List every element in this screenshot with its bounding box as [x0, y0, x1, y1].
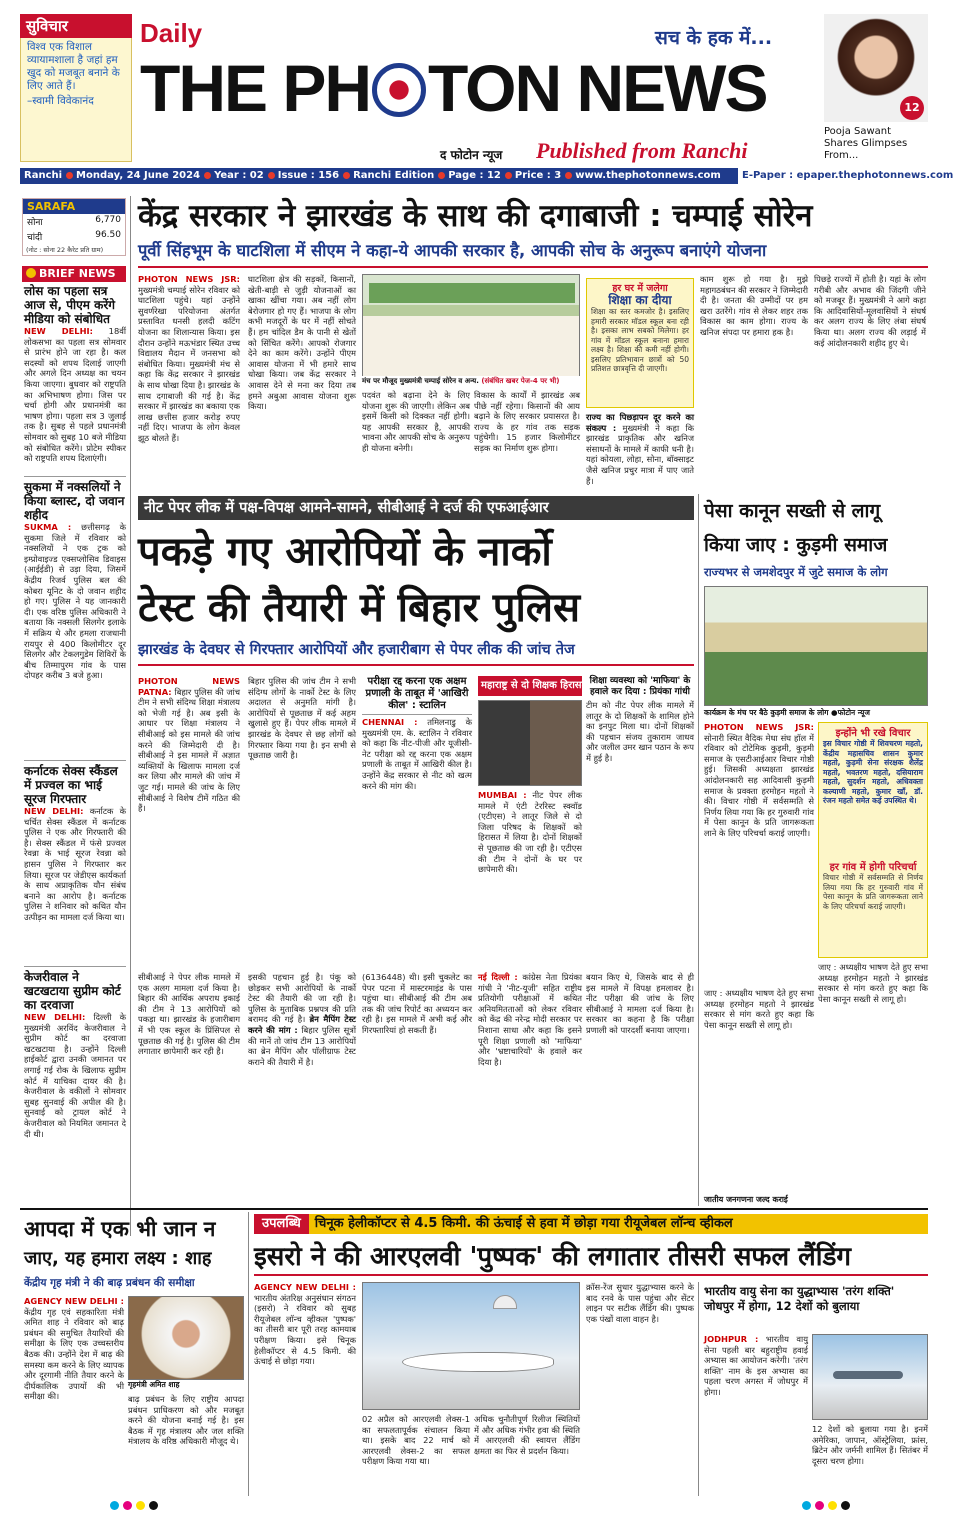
lead-col-2: घाटशिला क्षेत्र की सड़कों, किसानों, खेती-बाड़ी से जुड़ी योजनाओं का खाका खींचा गया। अब नहीं लोग बेरोजगार हो गए हैं। भाजपा के लोग कभी मजदूरों के घर में नहीं सोचते हैं। हम चांदिल डैम के पानी से खेतों को सिंचित करेंगे। आपको रोजगार देने का काम करेंगे। उन्होंने पीएम आवास योजना में भी हमारे साथ धोखा किया। जब केंद्र सरकार ने आवास देने से मना कर दिया तब हमने अबुआ आवास योजना शुरू किया। — [248, 274, 356, 412]
photon-logo-icon — [372, 63, 426, 117]
kudmi-box-text: इस विचार गोष्ठी में शिवचरण महतो, केंद्रीय महासचिव शासन कुमार महतो, कुड़मी सेना संरक्षक शैलेंद्र महतो, भवतरण महतो, दसियाराम महतो, सुदर्शन महतो, अधिवक्ता कल्याणी महतो, कुमार खाँ, डॉ. रंजन महतो समेत कई उपस्थित थे। — [823, 739, 923, 805]
masthead-title-a: THE PH — [140, 51, 371, 125]
lamp-title: शिक्षा का दीया — [608, 293, 672, 307]
epaper-link[interactable]: E-Paper : epaper.thephotonnews.com — [738, 168, 928, 184]
maharashtra-col-2: टीम को नीट पेपर लीक मामले में लातूर के दो शिक्षकों के शामिल होने का इनपुट मिला था। दोनों शिक्षकों की पहचान संजय तुकाराम जाधव और जलील उमर खान पठान के रूप में हुई है। — [586, 700, 694, 763]
brief-news-list — [24, 284, 126, 1234]
airforce-text: JODHPUR : भारतीय वायु सेना पहली बार बहुराष्ट्रीय हवाई अभ्यास का आयोजन करेगी। 'तरंग शक्ति' नाम के इस अभ्यास का पहला चरण अगस्त में जोधपुर में होगा। — [704, 1334, 809, 1397]
lamp-text: शिक्षा का स्तर कमजोर है। इसलिए हमारी सरकार मॉडल स्कूल बना रही है। इसका लाभ सबको मिलेगा। हर गांव में मॉडल स्कूल बनाना हमारा लक्ष्य है। शिक्षा की कमी नहीं होगी। इसलिए प्रतिभावान छात्रों को 50 प्रतिशत छात्रवृत्ति दी जाएगी। — [591, 307, 689, 373]
brief-item-4: केजरीवाल ने खटखटाया सुप्रीम कोर्ट का दरवाजा NEW DELHI: दिल्ली के मुख्यमंत्री अरविंद केजरीवाल ने सुप्रीम कोर्ट का दरवाजा खटखटाया है। उन्होंने दिल्ली हाईकोर्ट द्वारा उनकी जमानत पर लगाई गई रोक के खिलाफ सुप्रीम कोर्ट में याचिका दायर की है। केजरीवाल के वकीलों ने सोमवार सुबह सुनवाई की अपील की है। सुनवाई को ट्रायल कोर्ट ने केजरीवाल को नियमित जमानत दे दी थी। — [24, 966, 126, 1212]
brief-item-2: सुकमा में नक्सलियों ने किया ब्लास्ट, दो जवान शहीद SUKMA : छत्तीसगढ़ के सुकमा जिले में रविवार को नक्सलियों ने एक ट्रक को इम्प्रोवाइज्ड एक्सप्लोसिव डिवाइस (आईईडी) से उड़ा दिया, जिसमें केंद्रीय रिजर्व पुलिस बल की कोबरा यूनिट के दो जवान शहीद हो गए। पुलिस ने यह जानकारी दी। एक वरिष्ठ पुलिस अधिकारी ने बताया कि नक्सली सिलगेर इलाके में सक्रिय थे और हमला राजधानी रायपुर से 400 किलोमीटर दूर सिलगेर और टेकलगुडेम शिविरों के बीच तिम्मापुरम गांव के पास दोपहर करीब 3 बजे हुआ। — [24, 476, 126, 758]
info-city: Ranchi — [24, 170, 63, 181]
lead-photo — [362, 274, 580, 384]
mafia-box — [586, 676, 694, 700]
info-page: Page : 12 — [448, 170, 501, 181]
lead-subhead: पूर्वी सिंहभूम के घाटशिला में सीएम ने कहा-ये आपकी सरकार है, आपकी सोच के अनुरूप बनाएंगे योजना — [138, 241, 767, 260]
stalin-text: तमिलनाडु के मुख्यमंत्री एम. के. स्टालिन ने रविवार को कहा कि नीट-पीजी और यूजीसी-नेट परीक्षा को रद्द करना एक अक्षम प्रणाली के ताबूत में आखिरी कील है। उन्होंने केंद्र सरकार से नीट को खत्म करने की मांग की। — [362, 717, 472, 791]
kudmi-box — [818, 722, 928, 958]
neet-banner: नीट पेपर लीक में पक्ष-विपक्ष आमने-सामने, सीबीआई ने दर्ज की एफआईआर — [138, 496, 694, 520]
lamp-box — [586, 278, 694, 408]
isro-banner-text: चिनूक हेलीकॉप्टर से 4.5 किमी. की ऊंचाई से हवा में छोड़ा गया रीयूजेबल लॉन्च व्हीकल — [314, 1216, 733, 1231]
lead-col-4: विकास के कार्यों में झारखंड अब पीछे नहीं रहेगा। किसानों की आय बढ़ाने के लिए सरकार प्रयासरत है। राज्य के हर गांव तक सड़क पहुंचेगी। 15 हजार किलोमीटर सड़क का निर्माण शुरू होगा। — [474, 390, 580, 453]
info-issue: Issue : 156 — [277, 170, 340, 181]
info-edition: Ranchi Edition — [353, 170, 435, 181]
isro-banner-label: उपलब्धि — [254, 1214, 309, 1234]
brief-headline: सुकमा में नक्सलियों ने किया ब्लास्ट, दो जवान शहीद — [24, 480, 125, 522]
neet-subhead: झारखंड के देवघर से गिरफ्तार आरोपियों और हजारीबाग से पेपर लीक की जांच तेज — [138, 642, 575, 658]
neet-cont-1: सीबीआई ने पेपर लीक मामले में एक अलग मामला दर्ज किया है। बिहार की आर्थिक अपराध इकाई की टीम ने 13 आरोपियों को पकड़ा था। झारखंड के हजारीबाग में भी एक स्कूल के प्रिंसिपल से पूछताछ की गई है। पुलिस की टीम लगातार छापेमारी कर रही है। — [138, 972, 240, 1057]
kudmi-byline: जातीय जनगणना जल्द कराई — [704, 1195, 788, 1204]
thought-text: विश्व एक विशाल व्यायामशाला है जहां हम खुद को मजबूत बनाने के लिए आते हैं। — [27, 41, 120, 92]
isro-col-2: 02 अप्रैल को आरएलवी लेक्स-1 का सफलतापूर्वक संचालन किया था। इसके बाद 22 मार्च को आरएलवी लेक्स-2 का सफल परीक्षण किया गया था। — [362, 1414, 470, 1467]
disaster-subhead: केंद्रीय गृह मंत्री ने की बाढ़ प्रबंधन की समीक्षा — [24, 1277, 195, 1289]
masthead — [0, 0, 945, 168]
brief-body: कर्नाटक के चर्चित सेक्स स्कैंडल में कर्नाटक पुलिस ने एक और गिरफ्तारी की है। सेक्स स्कैंडल में फंसे प्रज्वल रेवन्ना के भाई सूरज रेवन्ना को हासन पुलिस ने गिरफ्तार कर लिया। सूरज पर जेडीएस कार्यकर्ता के साथ अप्राकृतिक यौन संबंध बनाने का आरोप है। कर्नाटक पुलिस ने शनिवार को कथित यौन उत्पीड़न का मामला दर्ज किया था। — [24, 806, 126, 922]
neet-cont-3: (6136448) थी। इसी चुकलेट का पेपर पटना में मास्टरमाइंड के पास पहुंचा था। सीबीआई की टीम अब तक की जांच रिपोर्ट का अध्ययन कर रही है। इस मामले में अभी कई और गिरफ्तारियां हो सकती हैं। — [362, 972, 472, 1035]
kudmi-subhead: राज्यभर से जमशेदपुर में जुटे समाज के लोग — [704, 565, 888, 579]
registration-marks — [110, 1500, 850, 1510]
mafia-text: नई दिल्ली : कांग्रेस नेता प्रियंका गांधी ने 'नीट-यूजी' सहित राष्ट्रीय प्रतियोगी परीक्षाओं में कथित अनियमितताओं को लेकर रविवार को केंद्र की नरेन्द्र मोदी सरकार पर निशाना साधा और कहा कि इसने पूरी शिक्षा प्रणाली को 'माफिया' और 'भ्रष्टाचारियों' के हवाले कर दिया है। — [478, 972, 582, 1067]
kudmi-box-head: इन्होंने भी रखे विचार — [835, 728, 911, 739]
mafia-headline: शिक्षा व्यवस्था को 'माफिया' के हवाले कर दिया : प्रियंका गांधी — [589, 676, 691, 697]
disaster-col-2: बाढ़ प्रबंधन के लिए राष्ट्रीय आपदा प्रबंधन प्राधिकरण को और मजबूत करने की योजना बनाई गई है। इस बैठक में गृह मंत्रालय और जल शक्ति मंत्रालय के वरिष्ठ अधिकारी मौजूद थे। — [128, 1394, 244, 1447]
isro-col-3: अधिक चुनौतीपूर्ण रिलीज स्थितियों में और अधिक गंभीर हवा की स्थिति में आरएलवी की स्वायत्त लैंडिंग क्षमता का फिर से प्रदर्शन किया। — [474, 1414, 580, 1456]
isro-col-4: क्रॉस-रेंज सुधार युद्धाभ्यास करने के बाद रनवे के पास पहुंचा और सेंटर लाइन पर सटीक लैंडिंग की। पुष्पक एक पंखों वाला वाहन है। — [586, 1282, 694, 1324]
info-price: Price : 3 — [514, 170, 562, 181]
brief-headline: केजरीवाल ने खटखटाया सुप्रीम कोर्ट का दरवाजा — [24, 970, 121, 1012]
kudmi-headline-1: पेसा कानून सख्ती से लागू — [704, 500, 881, 522]
jet-icon — [833, 1371, 903, 1379]
brief-headline: कर्नाटक सेक्स स्कैंडल में प्रज्वल का भाई सूरज गिरफ्तार — [24, 764, 118, 806]
disaster-text: AGENCY NEW DELHI : केंद्रीय गृह एवं सहकारिता मंत्री अमित शाह ने रविवार को बाढ़ प्रबंधन की समुचित तैयारियों की समीक्षा के लिए एक उच्चस्तरीय बैठक की। उन्होंने देश में बाढ़ की समस्या कम करने के लिए व्यापक और दूरगामी नीति तैयार करने के दीर्घकालिक उपायों की भी समीक्षा की। — [24, 1296, 124, 1402]
sarafa-note: (नोट : सोना 22 कैरेट प्रति ग्राम) — [26, 246, 104, 254]
disaster-caption: गृहमंत्री अमित शाह — [128, 1380, 180, 1389]
lead-headline: केंद्र सरकार ने झारखंड के साथ की दगाबाजी : चम्पाई सोरेन — [138, 198, 813, 234]
lead-col-5: काम शुरू हो गया है। मुझे महागठबंधन की सरकार ने जिम्मेदारी दी है। जनता की उम्मीदों पर हम खरा उतरेंगे। गांव से लेकर शहर तक विकास का काम होगा। राज्य के खनिज संपदा पर हमारा हक है। — [700, 274, 808, 337]
disaster-headline-1: आपदा में एक भी जान न — [24, 1217, 216, 1241]
sarafa-box — [22, 198, 126, 256]
info-bar — [20, 168, 953, 184]
neet-col-1: PHOTON NEWS PATNA: बिहार पुलिस की जांच टीम ने सभी संदिग्ध शिक्षा मंत्रालय को भेजी गई है। अब इसी के आधार पर शिक्षा मंत्रालय ने सीबीआई को इस मामले की जांच करने की जिम्मेदारी दी है। सीबीआई ने इस मामले में अज्ञात व्यक्तियों के खिलाफ मामला दर्ज कर लिया और मामले की जांच में जुट गई। मामले की जांच के लिए सीबीआई ने विशेष टीमें गठित की हैं। — [138, 676, 241, 814]
kudmi-col-bottom-right: जाए : अध्यक्षीय भाषण देते हुए सभा अध्यक्ष हरमोहन महतो ने झारखंड सरकार से मांग करते हुए कहा कि पेसा कानून सख्ती से लागू हो। — [818, 962, 928, 1004]
info-date: Monday, 24 June 2024 — [76, 170, 201, 181]
sarafa-row-silver: चांदी 96.50 — [27, 230, 121, 243]
maharashtra-text: MUMBAI : नीट पेपर लीक मामले में एंटी टेररिस्ट स्क्वॉड (एटीएस) ने लातूर जिले से दो जिला परिषद के शिक्षकों को हिरासत में लिया है। दोनों शिक्षकों से पूछताछ की जा रही है। एटीएस की टीम ने दोनों के घर पर छापेमारी की। — [478, 790, 582, 875]
maharashtra-banner: महाराष्ट्र से दो शिक्षक हिरासत में — [478, 676, 582, 696]
brief-body: छत्तीसगढ़ के सुकमा जिले में रविवार को नक्सलियों ने एक ट्रक को इम्प्रोवाइज्ड एक्सप्लोसिव डिवाइस (आईईडी) से उड़ा दिया, जिसमें केंद्रीय रिजर्व पुलिस बल की कोबरा यूनिट के दो जवान शहीद हो गए। पुलिस ने यह जानकारी दी। एक वरिष्ठ पुलिस अधिकारी ने बताया कि नक्सली सिलगेर इलाके में सक्रिय थे और हमला राजधानी रायपुर से 400 किलोमीटर दूर सिलगेर और टेकलगुडेम शिविरों के बीच तिम्मापुरम गांव के पास दोपहर करीब 3 बजे हुआ। — [24, 522, 126, 681]
kudmi-col-bottom-left: जाए : अध्यक्षीय भाषण देते हुए सभा अध्यक्ष हरमोहन महतो ने झारखंड सरकार से मांग करते हुए कहा कि पेसा कानून सख्ती से लागू हो। — [704, 988, 814, 1030]
neet-headline-2: टेस्ट की तैयारी में बिहार पुलिस — [138, 585, 580, 631]
lead-photo-caption: मंच पर मौजूद मुख्यमंत्री चम्पाई सोरेन व अन्य. (संबंधित खबर पेज-4 पर भी) — [362, 376, 580, 386]
disaster-photo — [128, 1296, 244, 1380]
info-website-link[interactable]: www.thephotonnews.com — [575, 170, 721, 181]
neet-headline-1: पकड़े गए आरोपियों के नार्को — [138, 529, 552, 575]
kudmi-headline-2: किया जाए : कुड़मी समाज — [704, 534, 888, 556]
airforce-col-2: 12 देशों को बुलाया गया है। इनमें अमेरिका, जापान, ऑस्ट्रेलिया, फ्रांस, ब्रिटेन और जर्मनी शामिल हैं। सितंबर में दूसरा चरण होगा। — [812, 1424, 928, 1466]
masthead-title — [140, 48, 820, 128]
masthead-published: Published from Ranchi — [536, 138, 748, 163]
lead-photo-banner — [369, 283, 575, 303]
lamp-continued: राज्य का पिछड़ापन दूर करने का संकल्प : मुख्यमंत्री ने कहा कि झारखंड प्राकृतिक और खनिज संसाधनों के मामले में काफी धनी है। यहां कोयला, लोहा, सोना, बॉक्साइट जैसे खनिज प्रचुर मात्रा में पाए जाते हैं। — [586, 412, 694, 486]
brief-body: दिल्ली के मुख्यमंत्री अरविंद केजरीवाल ने सुप्रीम कोर्ट का दरवाजा खटखटाया है। उन्होंने दिल्ली हाईकोर्ट द्वारा उनकी जमानत पर लगाई गई रोक के खिलाफ सुप्रीम कोर्ट में याचिका दायर की है। केजरीवाल के वकीलों ने सोमवार सुबह सुनवाई की अपील की है। सुनवाई को ट्रायल कोर्ट ने केजरीवाल को नियमित जमानत दे दी थी। — [24, 1012, 127, 1139]
masthead-tagline: सच के हक में... — [655, 27, 773, 49]
brief-item-1: लोस का पहला सत्र आज से, पीएम करेंगे मीडिया को संबोधित NEW DELHI: 18वीं लोकसभा का पहला सत्र सोमवार से प्रारंभ होने जा रहा है। कल सदस्यों को शपथ दिलाई जाएगी और अगले दिन अध्यक्ष का चयन किया जाएगा। बुधवार को राष्ट्रपति का अभिभाषण होगा। जिस पर चर्चा होगी और प्रधानमंत्री का भाषण होगा। पहला सत्र 3 जुलाई तक है। सुबह से पहले प्रधानमंत्री सोमवार को सुबह 10 बजे मीडिया को संबोधित करेंगे। प्रोटेम स्पीकर को राष्ट्रपति शपथ दिलाएंगी। — [24, 284, 126, 464]
masthead-title-b: TON NEWS — [428, 51, 767, 125]
promo-caption: Pooja Sawant Shares Glimpses From... — [824, 126, 908, 161]
lamp-kicker: हर घर में जलेगा — [612, 283, 668, 294]
mafia-col-2: बयान किए थे, जिसके बाद से ही इस मामले में विपक्ष हमलावर है। नीट परीक्षा की जांच के लिए सीबीआई ने मामला दर्ज किया है। सरकार का कहना है कि परीक्षा प्रणाली को पारदर्शी बनाया जाएगा। — [586, 972, 694, 1035]
masthead-daily: Daily — [140, 18, 203, 48]
isro-banner — [254, 1214, 928, 1234]
brief-news-icon — [26, 268, 36, 278]
lead-col-3: पदवंत को बढ़ाना देने के लिए योजना शुरू की जाएगी। लेकिन अब इसमें किसी को दिक्कत नहीं होगी। यह आपकी सरकार है, आपकी भावना और आपकी सोच के अनुरूप ही योजना बनेगी। — [362, 390, 470, 453]
neet-cont-2: इसकी पहचान हुई है। पंकू को छोड़कर सभी आरोपियों के नार्को टेस्ट की तैयारी की जा रही है। पुलिस के मुताबिक प्रश्नपत्र की प्रति बरामद की गई है। ब्रेन मैपिंग टेस्ट करने की मांग : बिहार पुलिस सूत्रों की मानें तो जांच टीम 13 आरोपियों का ब्रेन मैपिंग और पॉलीग्राफ टेस्ट कराने की तैयारी में है। — [248, 972, 356, 1067]
info-year: Year : 02 — [214, 170, 264, 181]
thought-box — [20, 14, 132, 162]
kudmi-box-head-2: हर गांव में होगी परिचर्चा — [829, 862, 917, 873]
disaster-headline-2: जाए, यह हमारा लक्ष्य : शाह — [24, 1248, 212, 1269]
promo-box[interactable] — [824, 14, 928, 162]
sarafa-row-gold: सोना 6,770 — [27, 215, 121, 228]
kudmi-box-text-2: विचार गोष्ठी में सर्वसम्मति से निर्णय लिया गया कि हर गुरुवारी गांव में पेसा कानून के प्रति जागरूकता लाने के लिए परिचर्चा कराई जाएगी। — [823, 873, 923, 911]
isro-text: AGENCY NEW DELHI : भारतीय अंतरिक्ष अनुसंधान संगठन (इसरो) ने रविवार को सुबह रीयूजेबल लॉन्च व्हीकल 'पुष्पक' का तीसरी बार पूरी तरह कामयाब परीक्षण किया। इसे चिनूक हेलीकॉप्टर से 4.5 किमी. की ऊंचाई से छोड़ा गया। — [254, 1282, 356, 1367]
rocket-icon — [403, 1353, 553, 1371]
stalin-box: परीक्षा रद्द करना एक अक्षम प्रणाली के ताबूत में 'आखिरी कील' : स्टालिन CHENNAI : तमिलनाडु के मुख्यमंत्री एम. के. स्टालिन ने रविवार को कहा कि नीट-पीजी और यूजीसी-नेट परीक्षा को रद्द करना एक अक्षम प्रणाली के ताबूत में आखिरी कील है। उन्होंने केंद्र सरकार से नीट को खत्म करने की मांग की। — [362, 676, 472, 791]
masthead-sub-hindi: द फोटोन न्यूज — [440, 148, 503, 162]
brief-item-3: कर्नाटक सेक्स स्कैंडल में प्रज्वल का भाई सूरज गिरफ्तार NEW DELHI: कर्नाटक के चर्चित सेक्स स्कैंडल में कर्नाटक पुलिस ने एक और गिरफ्तारी की है। सेक्स स्कैंडल में फंसे प्रज्वल रेवन्ना के भाई सूरज रेवन्ना को हासन पुलिस ने गिरफ्तार कर लिया। सूरज पर जेडीएस कार्यकर्ता के साथ अप्राकृतिक यौन संबंध बनाने का आरोप है। कर्नाटक पुलिस ने शनिवार को कथित यौन उत्पीड़न का मामला दर्ज किया था। — [24, 760, 126, 964]
kudmi-caption: कार्यक्रम के मंच पर बैठे कुड़मी समाज के लोग ●फोटोन न्यूज — [704, 708, 870, 717]
kudmi-photo — [704, 586, 928, 706]
thought-heading: सुविचार — [20, 14, 132, 38]
isro-headline: इसरो ने की आरएलवी 'पुष्पक' की लगातार तीसरी सफल लैंडिंग — [254, 1242, 852, 1272]
airforce-photo — [812, 1334, 928, 1420]
lead-col-1: PHOTON NEWS JSR: मुख्यमंत्री चम्पाई सोरेन रविवार को घाटशिला पहुंचे। यहां उन्होंने सुवर्णरेखा परियोजना अंतर्गत प्रस्तावित धनसी हलदी कटिंग योजना का शिलान्यास किया। इस दौरान उन्होंने मऊभंडार स्थित उच्च विद्यालय मैदान में जनसभा को संबोधित किया। मुख्यमंत्री मंच से कहा कि केंद्र सरकार ने झारखंड के साथ धोखा दिया है। झारखंड के साथ दगाबाजी की गई है। केंद्र सरकार में झारखंड का बकाया एक लाख छत्तीस हजार करोड़ रुपए नहीं दिए। भाजपा के लोग केवल झूठ बोलते हैं। — [138, 274, 240, 443]
isro-photo — [362, 1282, 580, 1410]
airforce-headline: भारतीय वायु सेना का युद्धाभ्यास 'तरंग शक्ति' जोधपुर में होगा, 12 देशों को बुलाया — [704, 1284, 895, 1313]
neet-col-2: बिहार पुलिस की जांच टीम ने सभी संदिग्ध लोगों के नार्को टेस्ट के लिए अदालत से अनुमति मांगी है। आरोपियों से पूछताछ में कई अहम खुलासे हुए हैं। पेपर लीक मामले में झारखंड के देवघर से छह लोगों को गिरफ्तार किया गया है। इन सभी से पूछताछ जारी है। — [248, 676, 356, 761]
maharashtra-photo — [478, 700, 582, 786]
brief-news-label: BRIEF NEWS — [22, 266, 126, 282]
kudmi-text: PHOTON NEWS JSR: सोनारी स्थित वैदिक मेधा संघ हॉल में रविवार को टोटेमिक कुड़मी, कुड़मी समाज के एसटीआईआर विचार गोष्ठी हुई। जिसकी अध्यक्षता झारखंड आंदोलनकारी सह आदिवासी कुड़मी समाज के प्रवक्ता हरमोहन महतो ने की। विचार गोष्ठी में सर्वसम्मति से निर्णय लिया गया कि हर गुरुवारी गांव में पेसा कानून के प्रति जागरूकता लाने के लिए परिचर्चा कराई जाएगी। — [704, 722, 814, 838]
brief-headline: लोस का पहला सत्र आज से, पीएम करेंगे मीडिया को संबोधित — [24, 284, 115, 326]
brief-body: 18वीं लोकसभा का पहला सत्र सोमवार से प्रारंभ होने जा रहा है। कल सदस्यों को शपथ दिलाई जाएगी और अगले दिन अध्यक्ष का चयन किया जाएगा। बुधवार को राष्ट्रपति का अभिभाषण होगा। जिस पर चर्चा होगी और प्रधानमंत्री का भाषण होगा। पहला सत्र 3 जुलाई तक है। सुबह से पहले प्रधानमंत्री सोमवार को सुबह 10 बजे मीडिया को संबोधित करेंगे। प्रोटेम स्पीकर को राष्ट्रपति शपथ दिलाएंगी। — [24, 326, 126, 464]
sarafa-title: SARAFA — [23, 199, 125, 214]
stalin-headline: परीक्षा रद्द करना एक अक्षम प्रणाली के ताबूत में 'आखिरी कील' : स्टालिन — [362, 676, 472, 715]
promo-page-badge: 12 — [900, 96, 924, 120]
parachute-icon — [493, 1295, 517, 1309]
thought-author: –स्वामी विवेकानंद — [27, 95, 94, 107]
lead-col-6: पिछड़े राज्यों में होती है। यहां के लोग गरीबी और अभाव की जिंदगी जीने को मजबूर हैं। मुख्यमंत्री ने आगे कहा कि आदिवासियों-मूलवासियों ने संघर्ष कर अलग राज्य के लिए लंबा संघर्ष किया था। अलग राज्य की लड़ाई में कई आंदोलनकारी शहीद हुए थे। — [814, 274, 926, 348]
